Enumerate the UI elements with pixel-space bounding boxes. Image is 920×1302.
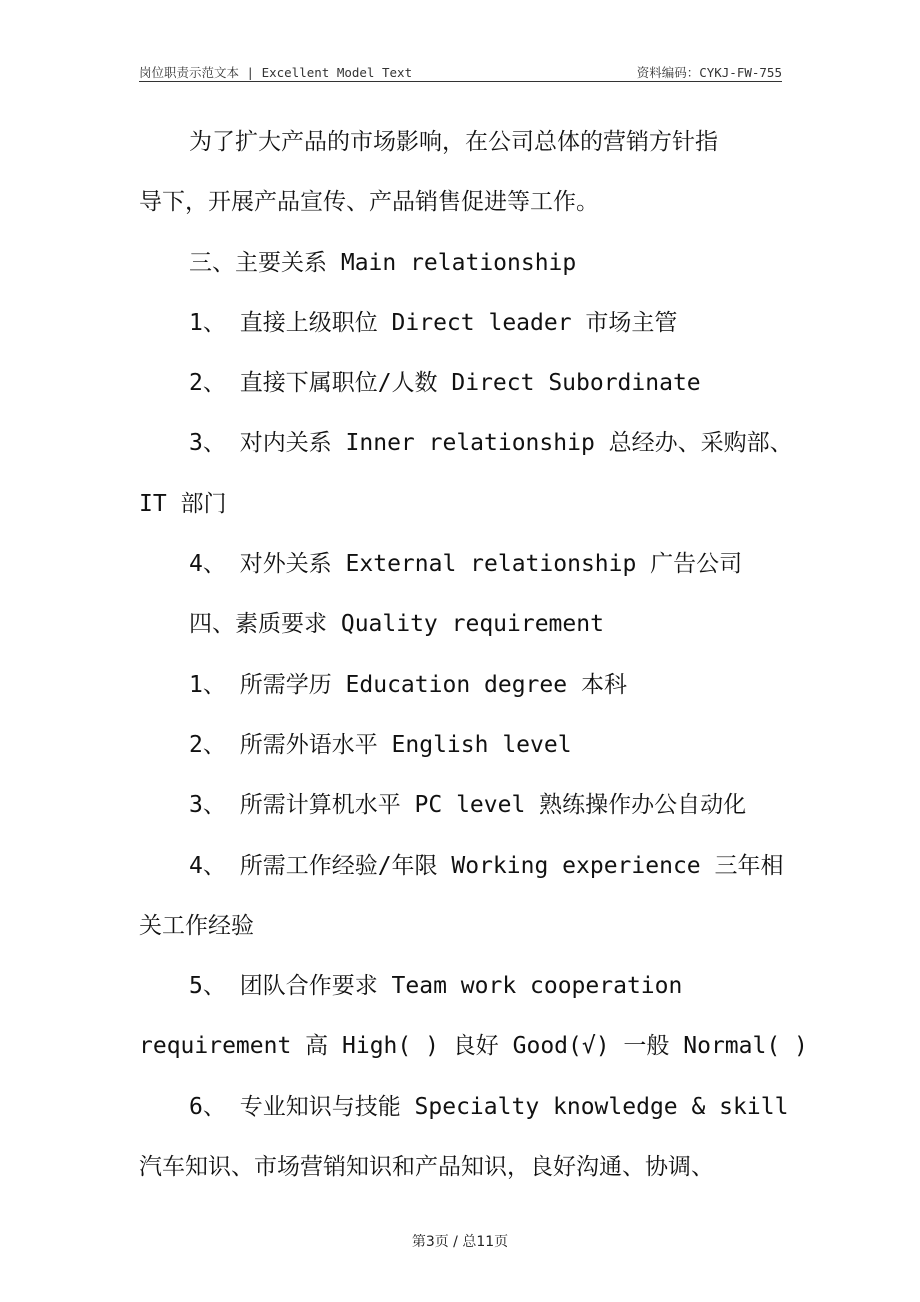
page-number: 第3页 / 总11页	[411, 1234, 509, 1250]
paragraph-line: 导下，开展产品宣传、产品销售促进等工作。	[139, 189, 599, 216]
section-heading: 四、素质要求 Quality requirement	[189, 611, 604, 638]
list-item: 3、 对内关系 Inner relationship 总经办、采购部、	[189, 430, 793, 457]
section-heading: 三、主要关系 Main relationship	[189, 249, 577, 276]
list-item: 1、 所需学历 Education degree 本科	[189, 671, 627, 698]
list-item: 1、 直接上级职位 Direct leader 市场主管	[189, 309, 678, 336]
paragraph-line: IT 部门	[139, 490, 227, 517]
list-item: 3、 所需计算机水平 PC level 熟练操作办公自动化	[189, 792, 747, 819]
list-item: 6、 专业知识与技能 Specialty knowledge & skill	[189, 1093, 789, 1120]
list-item: 5、 团队合作要求 Team work cooperation	[189, 973, 683, 1000]
paragraph-line: requirement 高 High( ) 良好 Good(√) 一般 Normal( )	[139, 1033, 808, 1060]
paragraph-line: 为了扩大产品的市场影响，在公司总体的营销方针指	[189, 129, 718, 155]
paragraph-line: 关工作经验	[139, 912, 254, 939]
paragraph-line: 汽车知识、市场营销知识和产品知识，良好沟通、协调、	[139, 1154, 714, 1181]
list-item: 4、 所需工作经验/年限 Working experience 三年相	[189, 852, 784, 879]
page-header	[139, 61, 782, 82]
document-body	[139, 112, 808, 1197]
list-item: 2、 直接下属职位/人数 Direct Subordinate	[189, 370, 701, 397]
header-title: 岗位职责示范文本 | Excellent Model Text	[139, 65, 413, 80]
document-code: 资料编码：CYKJ-FW-755	[636, 65, 782, 80]
list-item: 4、 对外关系 External relationship 广告公司	[189, 551, 743, 578]
list-item: 2、 所需外语水平 English level	[189, 731, 572, 758]
